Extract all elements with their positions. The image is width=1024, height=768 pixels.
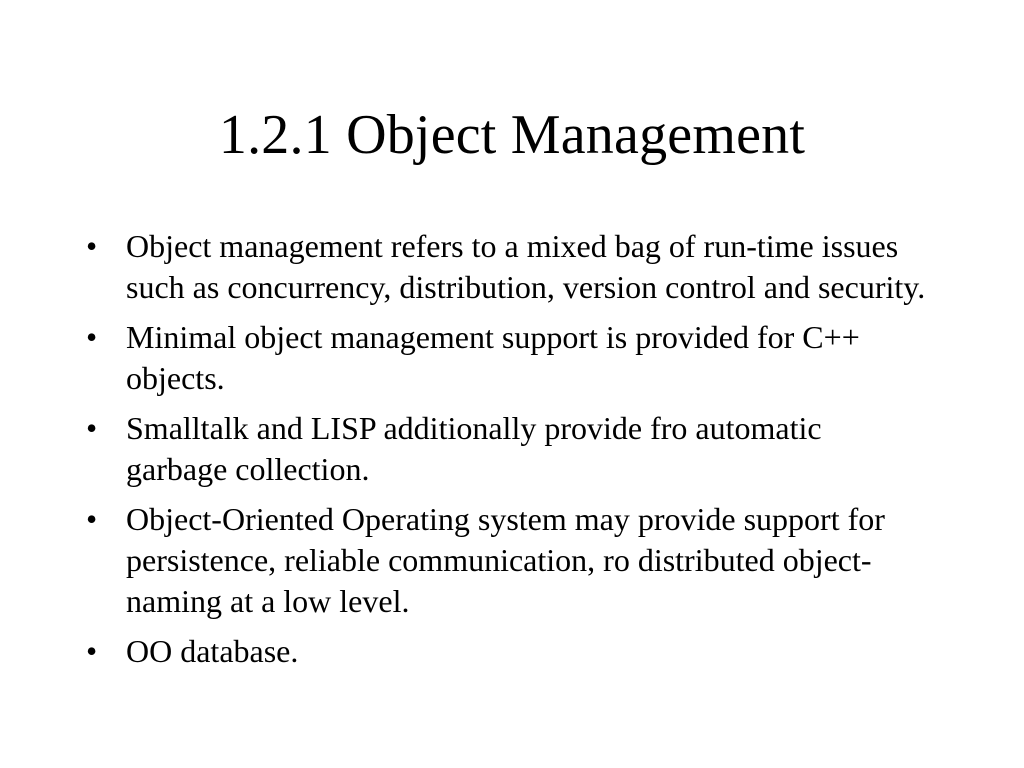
bullet-item xyxy=(86,499,926,622)
bullet-item xyxy=(86,408,926,490)
bullet-icon: • xyxy=(86,319,98,355)
bullet-item xyxy=(86,317,926,399)
bullet-item xyxy=(86,631,926,672)
bullet-icon: • xyxy=(86,633,98,669)
bullet-text: OO database. xyxy=(126,633,299,669)
bullet-list xyxy=(86,226,926,681)
bullet-icon: • xyxy=(86,228,98,264)
bullet-text: Object-Oriented Operating system may provide support for persistence, reliable communication, ro distributed object-naming at a low level. xyxy=(126,501,885,619)
bullet-text: Object management refers to a mixed bag of run-time issues such as concurrency, distribution, version control and security. xyxy=(126,228,926,305)
bullet-text: Smalltalk and LISP additionally provide fro automatic garbage collection. xyxy=(126,410,822,487)
bullet-icon: • xyxy=(86,410,98,446)
bullet-item xyxy=(86,226,926,308)
bullet-icon: • xyxy=(86,501,98,537)
bullet-text: Minimal object management support is provided for C++ objects. xyxy=(126,319,860,396)
slide-title: 1.2.1 Object Management xyxy=(218,104,806,166)
